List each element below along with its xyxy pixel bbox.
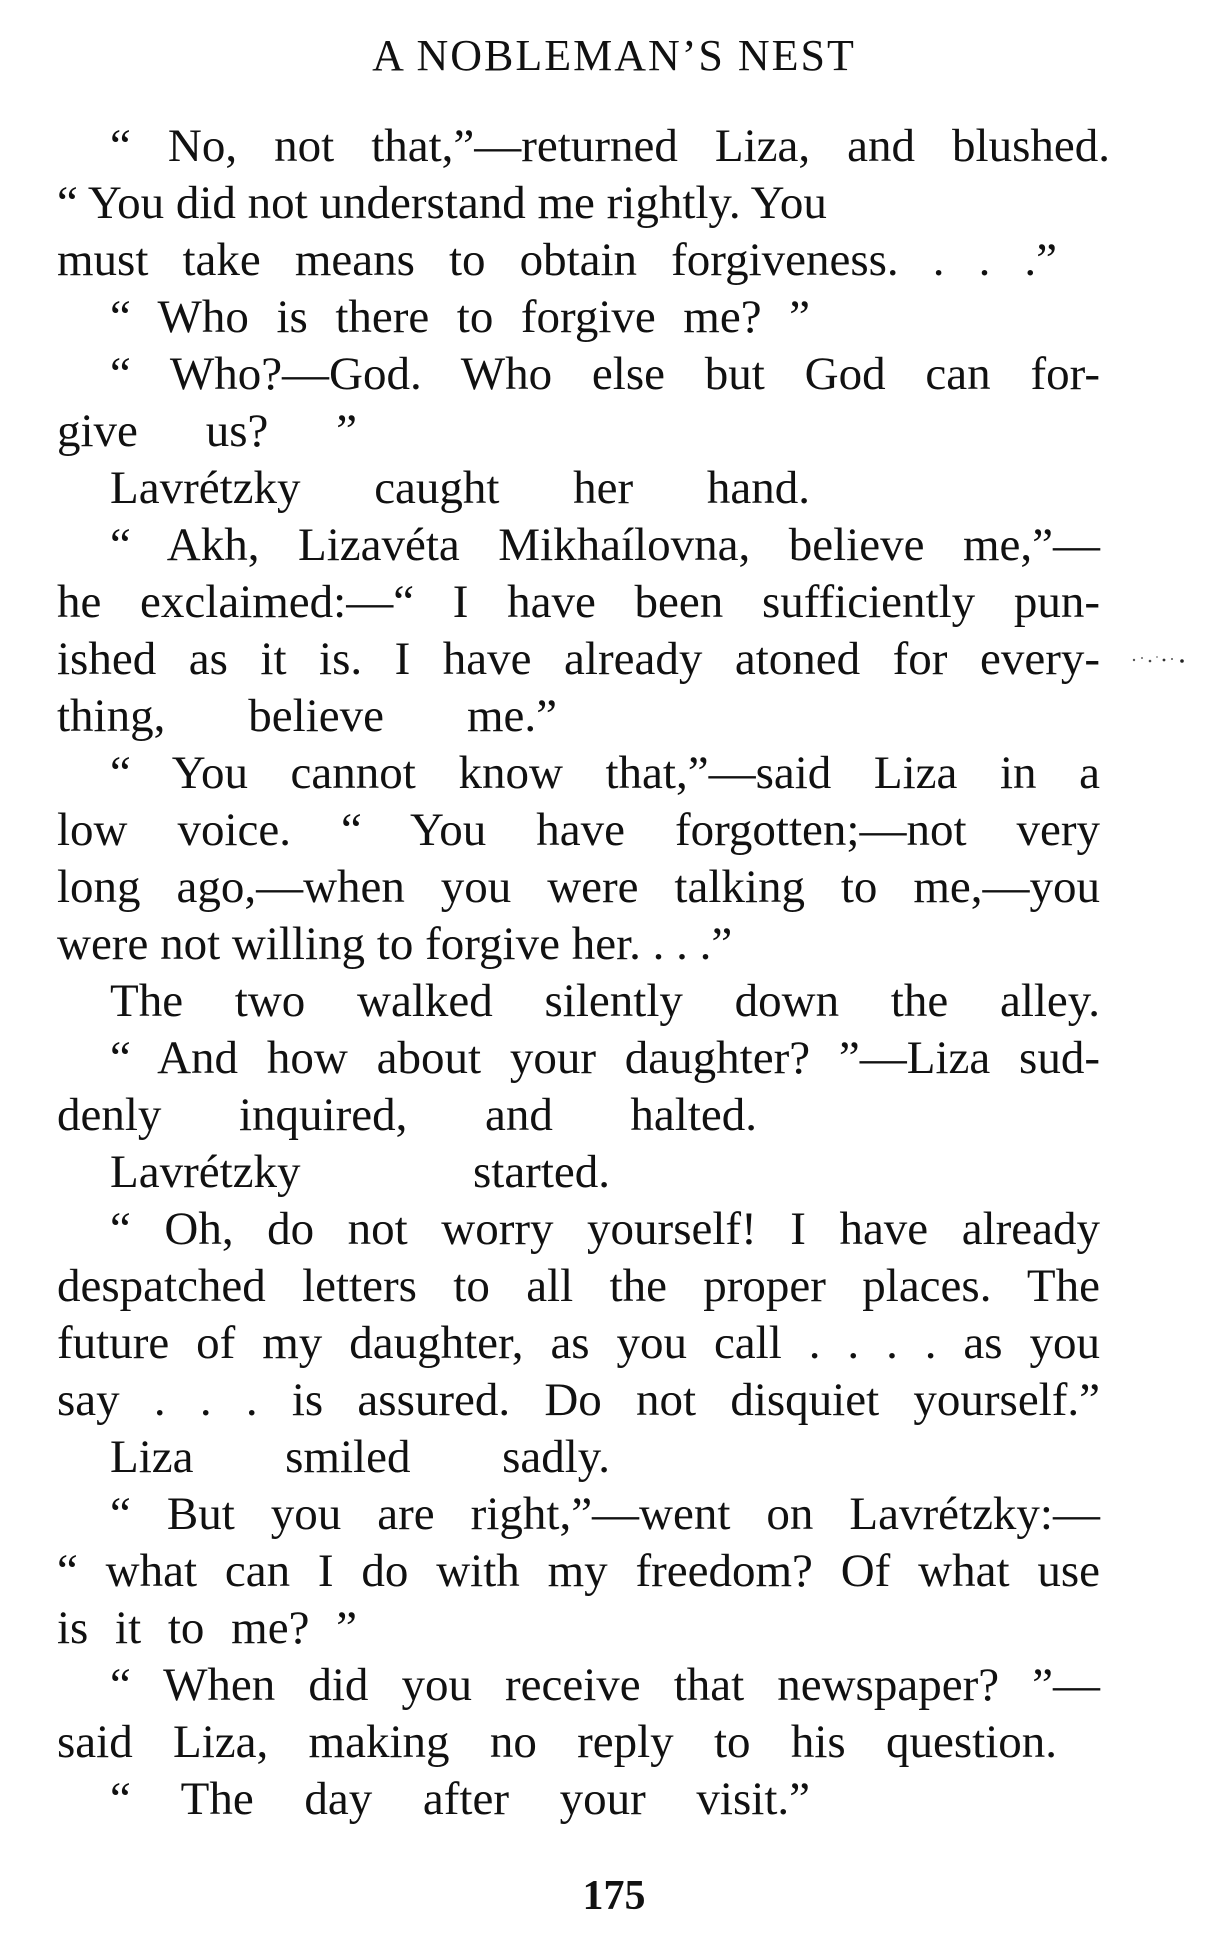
text-line: “ No, not that,”—returned Liza, and blushed. <box>110 120 1110 172</box>
text-line: future of my daughter, as you call . . . . as you <box>57 1317 1100 1369</box>
text-line: thing, believe me.” <box>57 690 557 742</box>
page-number: 175 <box>582 1873 646 1919</box>
text-line: “ When did you receive that newspaper? ”— <box>110 1659 1101 1711</box>
text-line: give us? ” <box>57 405 357 457</box>
text-line: Lavrétzky caught her hand. <box>110 462 810 514</box>
text-line: The two walked silently down the alley. <box>110 975 1100 1027</box>
text-line: is it to me? ” <box>57 1602 357 1654</box>
running-title: A NOBLEMAN’S NEST <box>372 31 856 80</box>
text-line: he exclaimed:—“ I have been sufficiently pun- <box>57 576 1100 628</box>
text-line: “ Oh, do not worry yourself! I have already <box>110 1203 1100 1255</box>
text-line: were not willing to forgive her. . . .” <box>57 918 733 970</box>
text-line: despatched letters to all the proper places. The <box>57 1260 1100 1312</box>
ink-speck <box>1130 652 1190 666</box>
text-line: “ You did not understand me rightly. You <box>57 177 827 229</box>
text-line: said Liza, making no reply to his question. <box>57 1716 1057 1768</box>
text-line: “ Who?—God. Who else but God can for- <box>110 348 1100 400</box>
text-line: “ Akh, Lizavéta Mikhaílovna, believe me,”— <box>110 519 1100 571</box>
text-line: say . . . is assured. Do not disquiet yourself.” <box>57 1374 1100 1426</box>
text-line: Liza smiled sadly. <box>110 1431 610 1483</box>
text-line: must take means to obtain forgiveness. . . .” <box>57 234 1057 286</box>
text-line: long ago,—when you were talking to me,—you <box>57 861 1100 913</box>
text-line: “ You cannot know that,”—said Liza in a <box>110 747 1101 799</box>
text-line: “ what can I do with my freedom? Of what use <box>57 1545 1100 1597</box>
text-line: low voice. “ You have forgotten;—not very <box>57 804 1100 856</box>
text-line: “ But you are right,”—went on Lavrétzky:— <box>110 1488 1100 1540</box>
text-line: “ And how about your daughter? ”—Liza sud- <box>110 1032 1100 1084</box>
text-line: ished as it is. I have already atoned for every- <box>57 633 1100 685</box>
text-line: denly inquired, and halted. <box>57 1089 757 1141</box>
text-line: Lavrétzky started. <box>110 1146 611 1198</box>
text-line: “ Who is there to forgive me? ” <box>110 291 810 343</box>
text-line: “ The day after your visit.” <box>110 1773 810 1825</box>
